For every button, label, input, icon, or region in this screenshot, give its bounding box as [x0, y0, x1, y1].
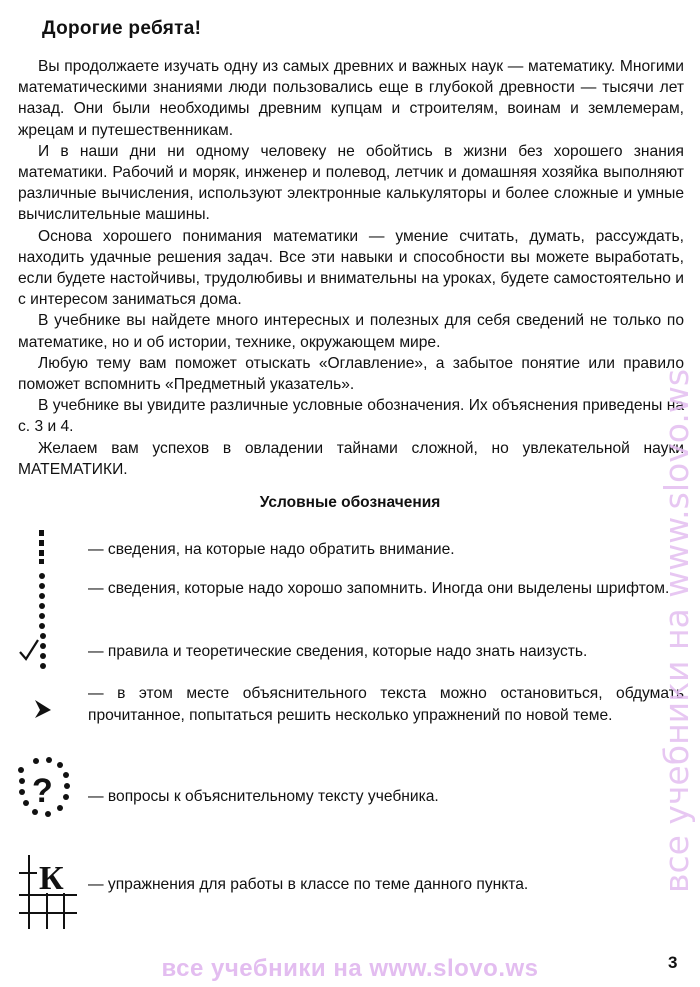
intro-paragraph: Желаем вам успехов в овладении тайнами сложной, но увлекательной науки МАТЕМАТИКИ.: [18, 439, 684, 478]
bottom-watermark: все учебники на www.slovo.ws: [161, 955, 539, 982]
question-dots-icon: [16, 756, 76, 825]
intro-paragraph: В учебнике вы найдете много интересных и полезных для себя сведений не только по математике, но и об истории, технике, окружающем мире.: [18, 312, 684, 351]
side-watermark-text: все учебники на www.slovo.ws: [657, 368, 696, 893]
intro-paragraph: Основа хорошего понимания математики — умение считать, думать, рассуждать, находить удачные решения задач. Все эти навыки и способности вы можете выработать, если будете настойчивы, трудолюбивы и внимательны на уроках, будете самостоятельно и с интересом заниматься дома.: [18, 227, 684, 309]
legend-item-text: — сведения, которые надо хорошо запомнить. Иногда они выделены шрифтом.: [88, 580, 670, 597]
long-dotted-line-icon: [37, 572, 49, 637]
svg-text:?: ?: [32, 772, 53, 810]
legend-item-text: — правила и теоретические сведения, которые надо знать наизусть.: [88, 643, 588, 660]
intro-paragraph: В учебнике вы увидите различные условные обозначения. Их объяснения приведены на с. 3 и 4.: [18, 397, 684, 436]
legend-item-text: — упражнения для работы в классе по теме данного пункта.: [88, 876, 529, 893]
page-heading: Дорогие ребята!: [42, 18, 202, 39]
legend-item-text: — сведения, на которые надо обратить внимание.: [88, 541, 455, 558]
legend-item-text: — вопросы к объяснительному тексту учебника.: [88, 788, 439, 805]
intro-paragraph: Любую тему вам поможет отыскать «Оглавление», а забытое понятие или правило поможет вспомнить «Предметный указатель».: [18, 354, 684, 394]
check-dotted-line-icon: [18, 632, 52, 679]
intro-paragraph: Вы продолжаете изучать одну из самых древних и важных наук — математику. Многими математическими знаниями люди пользовались еще в глубокой древности — тысячи лет назад. Они были необходимы древним купцам и строителям, воинам и землемерам, жрецам и путешественникам.: [18, 58, 684, 139]
legend-title: Условные обозначения: [259, 494, 441, 511]
legend-item-text: — в этом месте объяснительного текста можно остановиться, обдумать прочитанное, попытаться решить несколько упражнений по новой теме.: [88, 685, 684, 724]
short-dotted-line-icon: [36, 529, 48, 570]
arrowhead-icon: [32, 697, 54, 726]
intro-text: [18, 56, 684, 480]
grid-k-icon: [17, 853, 79, 934]
page-number: 3: [668, 953, 678, 972]
intro-paragraph: И в наши дни ни одному человеку не обойтись в жизни без хорошего знания математики. Рабочий и моряк, инженер и полевод, летчик и домашняя хозяйка выполняют различные вычисления, используют электронные калькуляторы и более сложные и умные вычислительные машины.: [18, 142, 684, 224]
grid-k-letter: К: [39, 860, 64, 897]
